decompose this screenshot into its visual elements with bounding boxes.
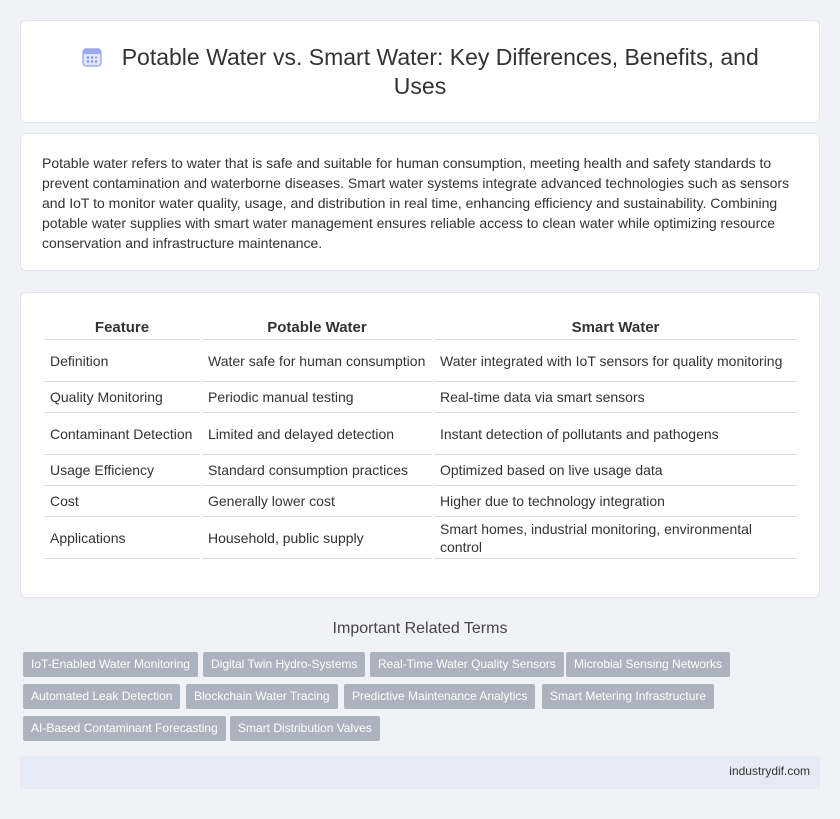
intro-card <box>20 133 820 271</box>
related-terms-title: Important Related Terms <box>332 620 508 637</box>
potable-cell: Periodic manual testing <box>202 382 432 413</box>
feature-cell: Cost <box>44 486 200 517</box>
feature-cell: Usage Efficiency <box>44 455 200 486</box>
footer-site-link[interactable]: industrydif.com <box>729 764 810 778</box>
tag-link[interactable]: Real-Time Water Quality Sensors <box>370 652 564 677</box>
smart-cell: Optimized based on live usage data <box>434 455 797 486</box>
calendar-grid-icon <box>81 46 103 68</box>
table-row <box>44 340 797 382</box>
tag-link[interactable]: IoT-Enabled Water Monitoring <box>23 652 198 677</box>
potable-cell: Standard consumption practices <box>202 455 432 486</box>
potable-cell: Generally lower cost <box>202 486 432 517</box>
potable-cell: Household, public supply <box>202 517 432 559</box>
tag-link[interactable]: Predictive Maintenance Analytics <box>344 684 535 709</box>
header-feature: Feature <box>44 314 200 340</box>
header-smart-water: Smart Water <box>434 314 797 340</box>
tag-link[interactable]: Automated Leak Detection <box>23 684 180 709</box>
potable-cell: Limited and delayed detection <box>202 413 432 455</box>
header-potable-water: Potable Water <box>202 314 432 340</box>
table-row <box>44 517 797 559</box>
table-row <box>44 486 797 517</box>
table-row <box>44 413 797 455</box>
smart-cell: Real-time data via smart sensors <box>434 382 797 413</box>
comparison-card <box>20 292 820 598</box>
feature-cell: Quality Monitoring <box>44 382 200 413</box>
potable-cell: Water safe for human consumption <box>202 340 432 382</box>
page-title: Potable Water vs. Smart Water: Key Differences, Benefits, and Uses <box>121 44 759 99</box>
smart-cell: Higher due to technology integration <box>434 486 797 517</box>
comparison-table <box>42 314 799 559</box>
smart-cell: Instant detection of pollutants and pathogens <box>434 413 797 455</box>
tag-link[interactable]: Smart Distribution Valves <box>230 716 380 741</box>
tag-link[interactable]: AI-Based Contaminant Forecasting <box>23 716 226 741</box>
table-header-row <box>44 314 797 340</box>
smart-cell: Water integrated with IoT sensors for quality monitoring <box>434 340 797 382</box>
tag-link[interactable]: Digital Twin Hydro-Systems <box>203 652 365 677</box>
tag-link[interactable]: Blockchain Water Tracing <box>186 684 338 709</box>
feature-cell: Applications <box>44 517 200 559</box>
table-row <box>44 455 797 486</box>
footer <box>20 756 820 789</box>
feature-cell: Definition <box>44 340 200 382</box>
intro-paragraph: Potable water refers to water that is safe and suitable for human consumption, meeting health and safety standards to prevent contamination and waterborne diseases. Smart water systems integrate advanced technologies such as sensors and IoT to monitor water quality, usage, and distribution in real time, enhancing efficiency and sustainability. Combining potable water supplies with smart water management ensures reliable access to clean water while optimizing resource conservation and infrastructure maintenance. <box>42 155 790 251</box>
table-row <box>44 382 797 413</box>
tag-link[interactable]: Microbial Sensing Networks <box>566 652 730 677</box>
header-card <box>20 20 820 123</box>
smart-cell: Smart homes, industrial monitoring, environmental control <box>434 517 797 559</box>
tag-link[interactable]: Smart Metering Infrastructure <box>542 684 714 709</box>
feature-cell: Contaminant Detection <box>44 413 200 455</box>
